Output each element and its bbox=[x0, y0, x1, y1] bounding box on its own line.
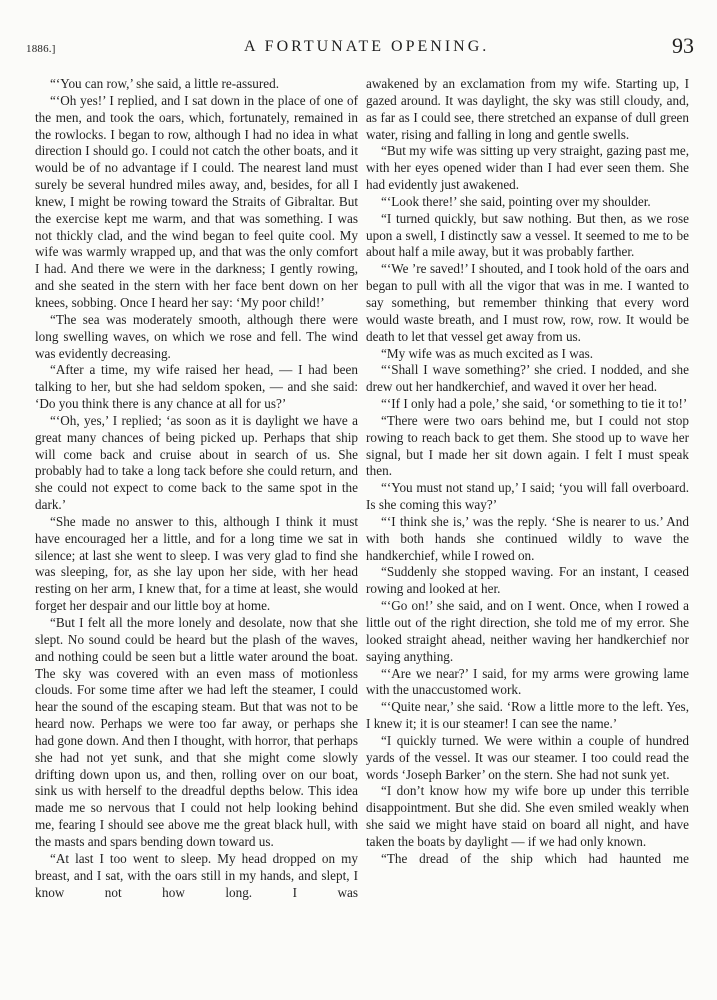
header-year: 1886.] bbox=[26, 43, 56, 55]
paragraph: “I turned quickly, but saw nothing. But then, as we rose upon a swell, I distinctly saw a vessel. It seemed to me to be about half a mile away, but it was probably farther. bbox=[366, 210, 689, 260]
paragraph: “But I felt all the more lonely and desolate, now that she slept. No sound could be heard but the plash of the waves, and nothing could be seen but a little water around the boat. The sky was covered with an even mass of motionless clouds. For some time after we had left the steamer, I could hear the sound of the escaping steam. But that was not to be heard now. Perhaps we were too far away, or perhaps she had gone down. And then I thought, with horror, that perhaps she had not yet sunk, and that she might come slowly drifting down upon us, and then, rolling over on our boat, sink us with herself to the dreadful depths below. This idea made me so nervous that I could not help looking behind me, fearing I should see above me the great black hull, with the masts and spars bending down toward us. bbox=[35, 615, 358, 849]
paragraph: “She made no answer to this, although I think it must have encouraged her a little, and for a long time we sat in silence; at last she went to sleep. I was very glad to find she was sleeping, for, as she lay upon her side, with her head resting on her arm, I knew that, for a time at least, she would forget her despair and our little boy at home. bbox=[35, 513, 358, 614]
paragraph: “At last I too went to sleep. My head dropped on my breast, and I sat, with the oars still in my hands, and slept, I know not how long. I was bbox=[35, 850, 358, 900]
left-column bbox=[35, 76, 358, 901]
page-number: 93 bbox=[672, 33, 694, 58]
paragraph: “‘I think she is,’ was the reply. ‘She is nearer to us.’ And with both hands she continued wildly to wave the handkerchief, while I rowed on. bbox=[366, 513, 689, 563]
paragraph: “The sea was moderately smooth, although there were long swelling waves, on which we rose and fell. The wind was evidently decreasing. bbox=[35, 311, 358, 361]
paragraph: “‘You can row,’ she said, a little re-assured. bbox=[50, 76, 280, 91]
paragraph: “But my wife was sitting up very straight, gazing past me, with her eyes opened wider than I had ever seen them. She had evidently just awakened. bbox=[366, 143, 689, 193]
paragraph: “My wife was as much excited as I was. bbox=[381, 345, 594, 361]
paragraph: “‘Quite near,’ she said. ‘Row a little more to the left. Yes, I knew it; it is our steamer! I can see the name.’ bbox=[366, 699, 689, 732]
paragraph: “I quickly turned. We were within a couple of hundred yards of the vessel. It was our steamer. I too could read the words ‘Joseph Barker’ on the stern. She had not sunk yet. bbox=[366, 732, 689, 782]
paragraph: “‘Oh, yes,’ I replied; ‘as soon as it is daylight we have a great many chances of being picked up. Perhaps that ship will come back and cruise about in search of us. She probably had to take a long tack before she could return, and she could not expect to come back to the same spot in the dark.’ bbox=[35, 412, 358, 513]
paragraph: “‘If I only had a pole,’ she said, ‘or something to tie it to!’ bbox=[381, 396, 688, 412]
paragraph: “‘You must not stand up,’ I said; ‘you will fall overboard. Is she coming this way?’ bbox=[366, 480, 689, 513]
paragraph: “After a time, my wife raised her head, — I had been talking to her, but she had seldom spoken, — and she said: ‘Do you think there is any chance at all for us?’ bbox=[35, 362, 358, 412]
paragraph: “‘Go on!’ she said, and on I went. Once, when I rowed a little out of the right direction, she told me of my error. She looked straight ahead, neither waving her handkerchief nor saying anything. bbox=[366, 598, 689, 664]
paragraph: “‘Look there!’ she said, pointing over my shoulder. bbox=[381, 193, 651, 209]
paragraph: “I don’t know how my wife bore up under this terrible disappointment. But she did. She even smiled weakly when she said we might have staid on board all night, and have taken the boats by daylight — if we had only known. bbox=[366, 783, 689, 849]
running-header bbox=[26, 33, 694, 61]
paragraph: “‘We ’re saved!’ I shouted, and I took hold of the oars and began to pull with all the vigor that was in me. I wanted to say something, but remember thinking that every word would waste breath, and I must row, row, row. It would be death to let that vessel get away from us. bbox=[366, 261, 689, 344]
paragraph: “‘Shall I wave something?’ she cried. I nodded, and she drew out her handkerchief, and waved it over her head. bbox=[366, 362, 689, 395]
paragraph: “Suddenly she stopped waving. For an instant, I ceased rowing and looked at her. bbox=[366, 564, 689, 597]
right-column bbox=[366, 76, 689, 868]
paragraph: “‘Are we near?’ I said, for my arms were growing lame with the unaccustomed work. bbox=[366, 665, 689, 698]
paragraph: “There were two oars behind me, but I could not stop rowing to reach back to get them. She stood up to wave her signal, but I made her sit down again. I felt I must speak then. bbox=[366, 412, 689, 479]
paragraph: awakened by an exclamation from my wife. Starting up, I gazed around. It was daylight, the sky was still cloudy, and, as far as I could see, there stretched an expanse of dull green water, rising and falling in long and gentle swells. bbox=[366, 76, 689, 142]
paragraph: “The dread of the ship which had haunted me bbox=[381, 850, 689, 866]
header-title: A FORTUNATE OPENING. bbox=[244, 38, 490, 55]
paragraph: “‘Oh yes!’ I replied, and I sat down in the place of one of the men, and took the oars, which, fortunately, remained in the rowlocks. I began to row, although I had no idea in what direction I should go. I could not catch the other boats, and it would be of no advantage if I could. The nearest land must surely be several hundred miles away, and, besides, for all I knew, I might be rowing toward the Straits of Gibraltar. But the exercise kept me warm, and that was something. I was not thickly clad, and the wind began to feel quite cool. My wife was warmly wrapped up, and that was the only comfort I had. And there we were in the darkness; I gently rowing, and she seated in the stern with her face bent down on her knees, sobbing. Once I heard her say: ‘My poor child!’ bbox=[35, 92, 358, 310]
